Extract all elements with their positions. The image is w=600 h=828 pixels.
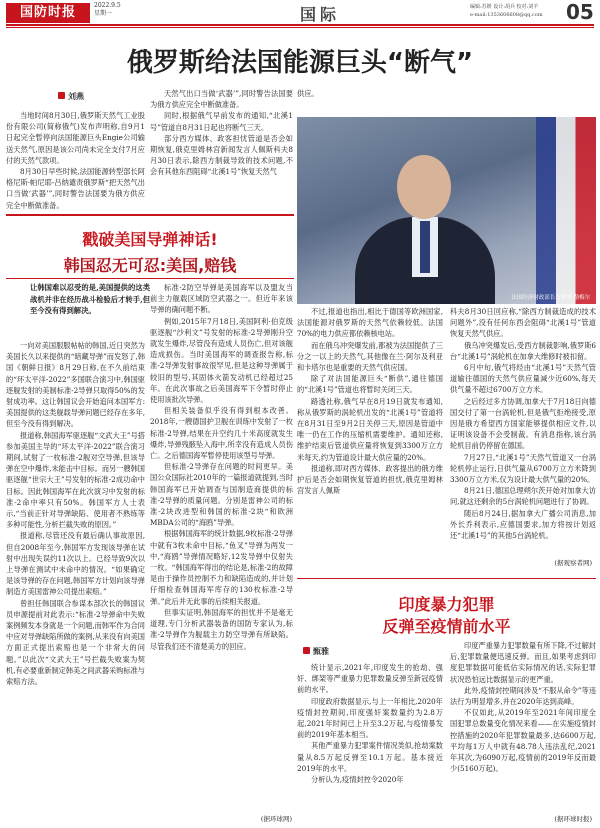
paragraph: 随后8月24日,据加拿大广播公司消息,加外长乔利表示,应德国要求,加方将按计划返还“北溪1号”的其他5台涡轮机。 — [450, 508, 596, 541]
article1-col3-spacer — [297, 100, 443, 116]
paragraph: 其他严重暴力犯罪案件情况类似,抢劫案数量从8.5万起反弹至10.1万起。基本接近2019年的水平。 — [297, 741, 443, 773]
weekday-text: 星期一 — [94, 10, 113, 17]
article1-author: 刘燕 — [68, 91, 84, 101]
paragraph: 俄乌冲突爆发后,受西方制裁影响,俄罗斯6台“北溪1号”涡轮机在加拿大维修时被扣留。 — [450, 340, 596, 361]
paragraph: 但标准-2导弹存在问题的时间更早。美国公众国际社2010年的一篇报道就提到,当时韩国海军已开始调查与国制造商提供的标准-2导弹的质量问题。分别是雷神公司的标准-2块改进型和韩国的标准-2块“和欧洲MBDA公司的“海鸥”导弹。 — [150, 462, 293, 528]
issue-date — [94, 2, 121, 18]
paragraph: 同时,根据俄气早前发布的通知,“北溪1号”管道自8月31日起也将断气三天。 — [150, 111, 293, 132]
contact-email: e-mail:1353606608@qq.com — [470, 12, 543, 18]
paragraph: 不仅如此,从2019年至2021年间印度全国犯罪总数量变化情况来看——在实施疫情封控措施的2020年犯罪数量最多,达6600万起,平均每1万人中就有48.78人违法乱纪,2021年其次,为6090万起,疫情前的2019年反而最少(5160万起)。 — [450, 708, 596, 774]
article1-col1 — [6, 110, 145, 210]
photo-caption: 法国经济财政部长布鲁诺·勒梅尔 — [511, 295, 590, 301]
paragraph: 曾担任韩国联合参谋本部次长的韩国议员申源提前对此表示:“标准-2导弹命中失败案例频发本身就是一个问题,而韩军作为合同中应对导弹缺陷所做的案例,从来没有向美国方面正式提出索赔也是一个非常大的问题。”以此次“文武大王”号拦截失败案为契机,有必要重新制定韩美之间武器采购标准与索赔方法。 — [6, 598, 145, 687]
article3-credit: (据环球时报) — [554, 815, 592, 823]
paragraph: 之后经过多方协调,加拿大于7月18日向德国交付了第一台涡轮机,但是俄气拒绝接受,原因是俄方希望西方国家能够提供相应文件,以证明该设备不会受制裁。有消息指称,该台涡轮机目前仍停留在德国。 — [450, 396, 596, 451]
paragraph: 印度政府数据显示,与上一年相比,2020年疫情封控期间,印度强奸案数量约为2.8万起,2021年时间已上升至3.2万起,与疫情暴发前的2019年基本相当。 — [297, 696, 443, 740]
paragraph: 当地时间8月30日,俄罗斯天然气工业股份有限公司(简称俄气)发布声明称,自9月1日起完全暂停向法国能源巨头Engie公司输送天然气,原因是该公司尚未完全支付7月应付的天然气款项。 — [6, 111, 145, 165]
paragraph: 印度严重暴力犯罪数量有所下降,不过解封后,犯罪数量便迅速反弹。而且,如果考虑到印度犯罪数据可能低估实际情况的话,实际犯罪状况恐怕远比数据显示的更严重。 — [450, 641, 596, 684]
paragraph: 但相关装备似乎没有得到根本改善。2018年,一艘德国护卫舰在训练中发射了一枚标准-2导弹,结果在升空约几十米高度就发生爆炸,导弹残骸坠入海中,所幸没有造成人员伤亡。之后德国海军暂停使用该型号导弹。 — [150, 406, 293, 461]
paragraph: 供应。 — [297, 89, 319, 98]
article2-headline-line2: 韩国忍无可忍:美国,赔钱 — [63, 256, 237, 275]
masthead-logo: 国防时报 — [6, 3, 90, 23]
header-rule-thin — [6, 27, 594, 28]
paragraph: 统计显示,2021年,印度发生的抢劫、强奸、绑架等严重暴力犯罪数量反弹至新冠疫情前的水平。 — [297, 663, 443, 695]
paragraph: 标准-2防空导弹是美国海军以及盟友当前主力舰载区域防空武器之一。但近年来该导弹的确问题不断。 — [150, 283, 293, 315]
article1-photo — [297, 117, 596, 304]
paragraph: 7月27日,“北溪1号”天然气管道又一台涡轮机停止运行,日供气量从6700万立方米降到3300万立方米,仅为设计最大供气量的20%。 — [450, 452, 596, 485]
date-text: 2022.9.5 — [94, 2, 121, 9]
staff-credits: 编辑:苏媛 设计:胡兵 校对:刘羊 — [470, 4, 539, 10]
article3-author: 甄雅 — [313, 646, 329, 656]
paragraph: 分析认为,疫情封控令2020年 — [311, 775, 404, 785]
paragraph: 路透社称,俄气早在8月19日就发布通知,称从俄罗斯的涡轮机出发的“北溪1号”管道将在8月31日至9月2日关停三天,原因是管道中唯一仍在工作的压缩机需要维护。通知还称,维护结束后管道供应量将恢复到3300万立方米每天,约为管道设计最大供应量的20%。 — [297, 396, 443, 462]
paragraph: 不过,报道也指出,相比于德国等欧洲国家,法国能源对俄罗斯的天然气依赖较低。法国70%的电力供应都依赖核电站。 — [297, 307, 443, 339]
article2-headline-line1: 戳破美国导弹神话! — [82, 230, 218, 249]
paragraph: 除了对法国能源巨头“断供”,通往德国的“北溪1号”管道也将暂时关闭三天。 — [297, 374, 443, 395]
paragraph: 一向对美国服服帖帖的韩国,近日突然为美国长久以来提供的“暗藏导弹”而发怒了,韩国《朝鲜日报》8月29日称,在不久前结束的“环太平洋-2022”多国联合演习中,韩国驱逐舰发射的美制标准-2导弹只取得50%的发射成功率。这让韩国议会开始追问本国军方:美国提供的这类舰载导弹问题已经存在多年,但至今没有得到解决。 — [6, 341, 145, 429]
article2-headline-box — [6, 214, 294, 279]
byline-icon — [303, 647, 310, 654]
article1-col4 — [450, 306, 596, 544]
paragraph: 天然气出口当做‘武器’”,同时警告法国要为俄方供应完全中断做准备。 — [150, 89, 293, 110]
article3-col1 — [297, 662, 443, 822]
article1-col3 — [297, 306, 443, 573]
article2-credit: (据环球网) — [260, 815, 292, 823]
paragraph: 8月30日早些时候,法国能源转型部长阿格尼斯·帕尼耶-吕纳谴责俄罗斯“把天然气出口当做‘武器’”,同时警告法国要为俄方供应完全中断做准备。 — [6, 167, 145, 210]
byline-icon — [58, 92, 65, 99]
paragraph: 此外,疫情封控期间涉及“不服从命令”等违法行为明显增多,并在2020年达到高峰。 — [450, 685, 596, 707]
header-rule — [6, 24, 594, 26]
section-title: 国际 — [300, 5, 341, 24]
article3-headline-line1: 印度暴力犯罪 — [398, 595, 495, 614]
article3-top-rule — [297, 578, 596, 579]
article1-headline: 俄罗斯给法国能源巨头“断气” — [126, 48, 474, 78]
article1-byline — [58, 91, 84, 102]
article2-col1 — [6, 340, 145, 820]
article2-lead: 让韩国难以忍受的是,美国提供的这类战机并非在经历战斗检验后才转手,但至今没有得到解决。 — [30, 283, 150, 315]
paragraph: 根据韩国海军的统计数据,9枚标准-2导弹中就有3枚未命中目标,“鱼叉”导弹为两发一中,“海鸥”导弹情况略好,12发导弹中仅射失一枚。“韩国海军得出的结论是,标准-2的故障是由于操作员控制不力和缺陷造成的,并计划仔细检查韩国海军库存的130枚标准-2导弹。”此后并无此事的后续相关报道。 — [150, 529, 293, 606]
paragraph: 6月中旬,俄气将经由“北溪1号”天然气管道输往德国的天然气供应量减少近60%,每天供气量不超过6700万立方米。 — [450, 363, 596, 395]
paragraph: 例如,2015年7月18日,美国阿利·伯克级驱逐舰“沙利文”号发射的标准-2导弹刚升空就发生爆炸,尽管没有造成人员伤亡,但对该舰造成损伤。当时美国海军的调查报告称,标准-2导弹发射事故很罕见,但是这种导弹属于较旧的型号,其固体火箭发动机已经超过25年。在此次事故之后美国海军下令暂时停止使用该批次导弹。 — [150, 316, 293, 405]
paragraph: 科夫8月30日回应称,“除西方制裁造成的技术问题外”,没有任何东西会阻碍“北溪1号”管道恢复天然气供应。 — [450, 307, 596, 339]
paragraph: 报道称,尽管还没有最后确认事故原因,但自2008年至今,韩国军方发现该导弹在试射中出现失误约11次以上。已经导致9次以上导弹在测试中未命中的情况。“如果确定是该导弹的存在问题,韩国军方计划向该导弹制造方美国雷神公司提出索赔。” — [6, 531, 145, 597]
paragraph: 部分西方媒体、政客担忧管道是否会如期恢复,俄克里姆林宫新闻发言人佩斯科夫8月30日表示,除西方制裁导致的技术问题,不会有其他东西阻碍“北溪1号”恢复天然气 — [150, 133, 293, 177]
article1-credit: (据观察者网) — [554, 559, 592, 567]
paragraph: 而在俄乌冲突爆发前,都被为法国提供了三分之一以上的天然气,其他像在兰·阿尔及利亚和卡塔尔也是重要的天然气供应国。 — [297, 340, 443, 373]
french-flag — [536, 117, 596, 304]
paragraph: 8月21日,德国总理朔尔茨开始对加拿大访问,就这还剩余的5台涡轮机问题进行了协调。 — [450, 486, 596, 507]
photo-person-head — [397, 155, 451, 219]
paragraph: 但事实证明,韩国海军的担忧并不是毫无道理,专门分析武器装备的国防专家认为,标准-2导弹作为舰载主力防空导弹有所缺陷。尽管我们还不清楚美方的回应。 — [150, 607, 293, 651]
article3-col2 — [450, 640, 596, 812]
article1-col3-top — [297, 88, 443, 99]
paragraph: 报道称,即对西方媒体、政客提出的俄方维护后是否会如期恢复管道的担忧,俄克里姆林宫发言人佩斯 — [297, 463, 443, 496]
page-number: 05 — [566, 0, 594, 24]
article3-headline-line2: 反弹至疫情前水平 — [382, 617, 511, 636]
article3-byline — [303, 646, 329, 657]
photo-tie — [420, 221, 430, 273]
article1-col2 — [150, 88, 293, 210]
paragraph: 报道称,韩国海军驱逐舰“文武大王”号搭参加美国主导的“环太平洋-2022”联合演习期间,试射了一枚标准-2舰对空导弹,但该导弹在空中爆炸,未能击中目标。而另一艘韩国驱逐舰“世宗大王”号发射的标准-2成功命中目标。因此韩国海军在此次演习中发射的标准-2命中率只有50%。韩国军方人士表示,“当前正针对导弹缺陷、使用者不熟练等多种可能性,分析拦截失败的原因。” — [6, 430, 145, 530]
article2-col2 — [150, 282, 293, 810]
